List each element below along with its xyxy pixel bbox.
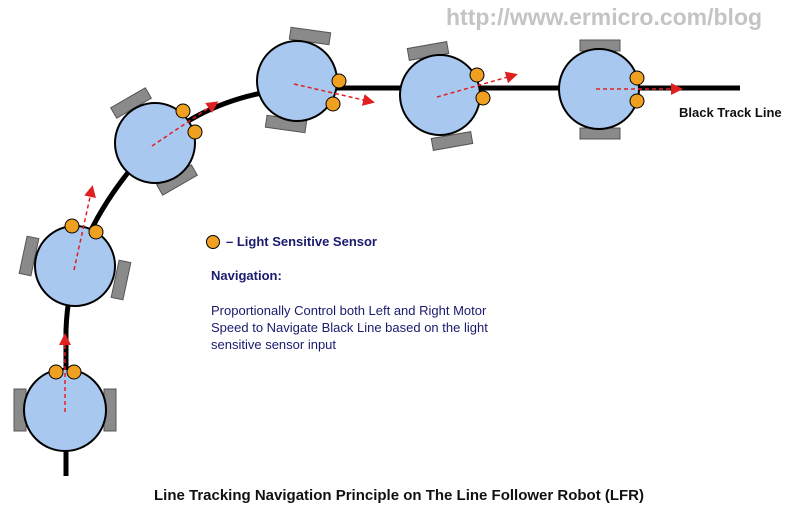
robot-4: [257, 27, 372, 132]
sensor-legend-icon: [206, 235, 220, 249]
robot-3-sensor-left: [176, 104, 190, 118]
robot-1: [14, 336, 116, 451]
robot-6-sensor-left: [630, 71, 644, 85]
navigation-line-3: sensitive sensor input: [211, 337, 337, 352]
sensor-legend-label: – Light Sensitive Sensor: [226, 234, 377, 249]
robot-1-sensor-left: [49, 365, 63, 379]
robot-4-sensor-left: [332, 74, 346, 88]
diagram-caption: Line Tracking Navigation Principle on The Line Follower Robot (LFR): [153, 487, 645, 504]
robot-4-sensor-right: [326, 97, 340, 111]
robot-2-sensor-left: [65, 219, 79, 233]
robot-5-sensor-left: [470, 68, 484, 82]
robot-2: [19, 188, 131, 306]
robot-5: [400, 42, 515, 151]
navigation-description: [211, 302, 488, 353]
robot-5-body: [400, 55, 480, 135]
track-line-label: Black Track Line: [679, 105, 782, 120]
robot-2-sensor-right: [89, 225, 103, 239]
watermark-url: http://www.ermicro.com/blog: [446, 4, 763, 30]
robot-3: [111, 88, 216, 195]
robot-2-body: [35, 226, 115, 306]
robot-3-sensor-right: [188, 125, 202, 139]
robot-6-sensor-right: [630, 94, 644, 108]
robot-1-sensor-right: [67, 365, 81, 379]
navigation-line-1: Proportionally Control both Left and Right Motor: [211, 303, 487, 318]
navigation-line-2: Speed to Navigate Black Line based on the light: [211, 320, 488, 335]
robot-4-body: [257, 41, 337, 121]
sensor-legend: [206, 234, 377, 249]
robot-5-sensor-right: [476, 91, 490, 105]
robot-6: [559, 40, 680, 139]
navigation-heading: Navigation:: [211, 268, 282, 283]
